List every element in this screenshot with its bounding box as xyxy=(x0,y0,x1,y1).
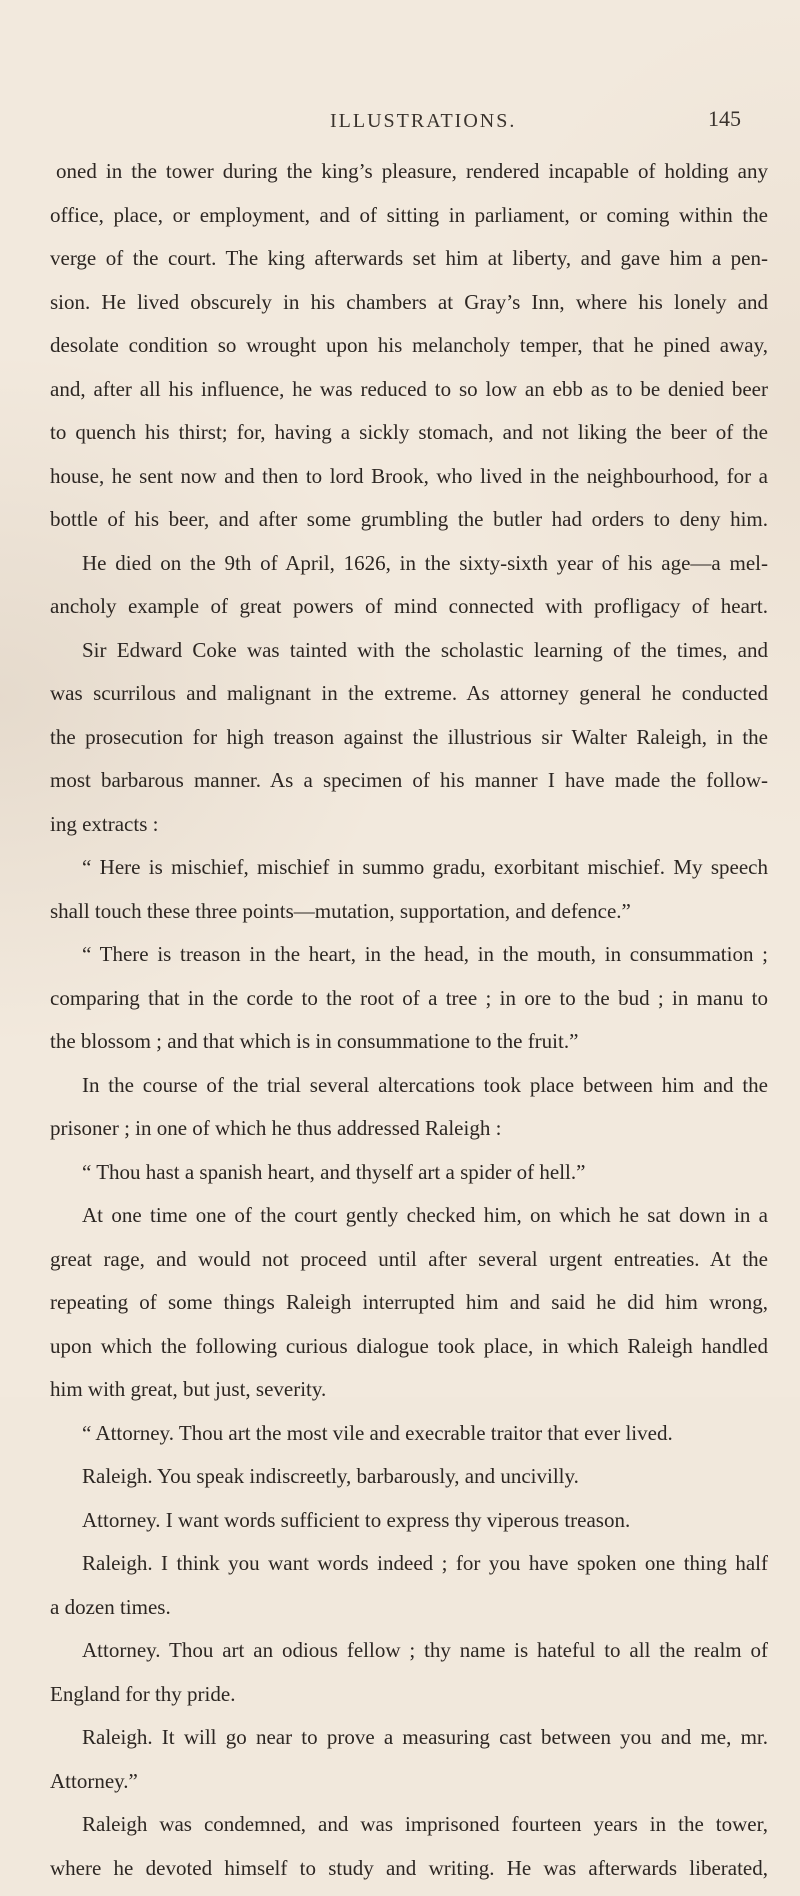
text-line: bottle of his beer, and after some grumbling the butler had orders to deny him. xyxy=(50,504,768,548)
text-line: the prosecution for high treason against the illustrious sir Walter Raleigh, in the xyxy=(50,722,768,766)
text-line: desolate condition so wrought upon his melancholy temper, that he pined away, xyxy=(50,330,768,374)
page-number: 145 xyxy=(708,106,741,132)
body-text xyxy=(50,156,768,1896)
text-line: great rage, and would not proceed until after several urgent entreaties. At the xyxy=(50,1244,768,1288)
text-line: prisoner ; in one of which he thus addressed Raleigh : xyxy=(50,1113,768,1157)
text-line: verge of the court. The king afterwards set him at liberty, and gave him a pen- xyxy=(50,243,768,287)
text-line: office, place, or employment, and of sitting in parliament, or coming within the xyxy=(50,200,768,244)
text-line: England for thy pride. xyxy=(50,1679,768,1723)
text-line: oned in the tower during the king’s pleasure, rendered incapable of holding any xyxy=(50,156,768,200)
text-line: Raleigh. It will go near to prove a measuring cast between you and me, mr. xyxy=(50,1722,768,1766)
text-line: where he devoted himself to study and writing. He was afterwards liberated, xyxy=(50,1853,768,1896)
text-line: comparing that in the corde to the root of a tree ; in ore to the bud ; in manu to xyxy=(50,983,768,1027)
text-line: He died on the 9th of April, 1626, in the sixty-sixth year of his age—a mel- xyxy=(50,548,768,592)
text-line: “ Here is mischief, mischief in summo gradu, exorbitant mischief. My speech xyxy=(50,852,768,896)
text-line: shall touch these three points—mutation, supportation, and defence.” xyxy=(50,896,768,940)
text-line: a dozen times. xyxy=(50,1592,768,1636)
text-line: Raleigh was condemned, and was imprisoned fourteen years in the tower, xyxy=(50,1809,768,1853)
text-line: ing extracts : xyxy=(50,809,768,853)
text-line: Attorney. I want words sufficient to express thy viperous treason. xyxy=(50,1505,768,1549)
text-line: Raleigh. I think you want words indeed ; for you have spoken one thing half xyxy=(50,1548,768,1592)
text-line: repeating of some things Raleigh interrupted him and said he did him wrong, xyxy=(50,1287,768,1331)
text-line: ancholy example of great powers of mind connected with profligacy of heart. xyxy=(50,591,768,635)
text-line: Sir Edward Coke was tainted with the scholastic learning of the times, and xyxy=(50,635,768,679)
text-line: upon which the following curious dialogue took place, in which Raleigh handled xyxy=(50,1331,768,1375)
text-line: to quench his thirst; for, having a sickly stomach, and not liking the beer of the xyxy=(50,417,768,461)
text-line: Raleigh. You speak indiscreetly, barbarously, and uncivilly. xyxy=(50,1461,768,1505)
text-line: him with great, but just, severity. xyxy=(50,1374,768,1418)
text-line: Attorney.” xyxy=(50,1766,768,1810)
text-line: At one time one of the court gently checked him, on which he sat down in a xyxy=(50,1200,768,1244)
text-line: was scurrilous and malignant in the extreme. As attorney general he conducted xyxy=(50,678,768,722)
text-line: In the course of the trial several altercations took place between him and the xyxy=(50,1070,768,1114)
text-line: sion. He lived obscurely in his chambers at Gray’s Inn, where his lonely and xyxy=(50,287,768,331)
text-line: “ Attorney. Thou art the most vile and execrable traitor that ever lived. xyxy=(50,1418,768,1462)
text-line: “ There is treason in the heart, in the head, in the mouth, in consummation ; xyxy=(50,939,768,983)
text-line: and, after all his influence, he was reduced to so low an ebb as to be denied beer xyxy=(50,374,768,418)
text-line: house, he sent now and then to lord Brook, who lived in the neighbourhood, for a xyxy=(50,461,768,505)
text-line: “ Thou hast a spanish heart, and thyself art a spider of hell.” xyxy=(50,1157,768,1201)
text-line: the blossom ; and that which is in consummatione to the fruit.” xyxy=(50,1026,768,1070)
running-head: ILLUSTRATIONS. xyxy=(330,110,516,133)
text-line: most barbarous manner. As a specimen of his manner I have made the follow- xyxy=(50,765,768,809)
text-line: Attorney. Thou art an odious fellow ; thy name is hateful to all the realm of xyxy=(50,1635,768,1679)
